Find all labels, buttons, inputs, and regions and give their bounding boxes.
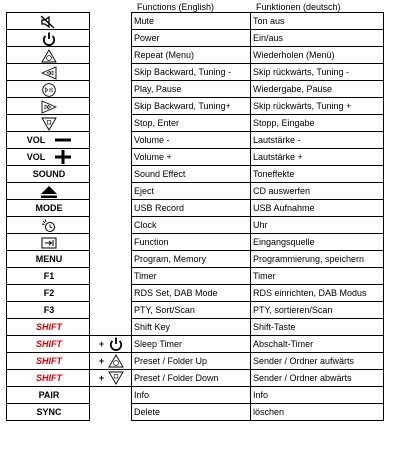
english-function: Skip Backward, Tuning - — [132, 64, 251, 81]
table-row — [7, 115, 384, 132]
english-function: Info — [132, 387, 251, 404]
english-function: PTY, Sort/Scan — [132, 302, 251, 319]
table-row — [7, 166, 384, 183]
table-row — [7, 268, 384, 285]
german-function: Wiederholen (Menü) — [251, 47, 384, 64]
combo-cell — [90, 336, 132, 353]
combo-plus: + — [98, 373, 105, 383]
table-row — [7, 285, 384, 302]
shift-key-label: SHIFT — [7, 319, 90, 336]
english-function: Sound Effect — [132, 166, 251, 183]
key-cell — [7, 132, 90, 149]
table-row — [7, 404, 384, 421]
key-cell — [7, 149, 90, 166]
english-function: Clock — [132, 217, 251, 234]
key-label: F3 — [7, 302, 90, 319]
key-cell — [7, 81, 90, 98]
key-label: PAIR — [7, 387, 90, 404]
table-row — [7, 98, 384, 115]
table-row — [7, 149, 384, 166]
key-label: F2 — [7, 285, 90, 302]
combo-plus: + — [98, 339, 105, 349]
shift-key-label: SHIFT — [7, 370, 90, 387]
key-cell — [7, 183, 90, 200]
german-function: Wiedergabe, Pause — [251, 81, 384, 98]
german-function: Uhr — [251, 217, 384, 234]
english-function: Delete — [132, 404, 251, 421]
table-row — [7, 30, 384, 47]
key-cell — [7, 98, 90, 115]
key-label: F1 — [7, 268, 90, 285]
table-row — [7, 234, 384, 251]
german-function: Programmierung, speichern — [251, 251, 384, 268]
german-function: Shift-Taste — [251, 319, 384, 336]
table-row — [7, 353, 384, 370]
table-row — [7, 13, 384, 30]
german-function: Skip rückwärts, Tuning - — [251, 64, 384, 81]
table-row — [7, 251, 384, 268]
table-row — [7, 183, 384, 200]
english-function: Power — [132, 30, 251, 47]
power-icon — [41, 32, 57, 46]
vol-key-label: VOL — [26, 152, 46, 162]
german-function: Lautstärke + — [251, 149, 384, 166]
english-function: Shift Key — [132, 319, 251, 336]
combo-plus: + — [98, 356, 105, 366]
english-function: RDS Set, DAB Mode — [132, 285, 251, 302]
stop-enter-icon — [41, 117, 57, 131]
key-label: SYNC — [7, 404, 90, 421]
power-icon — [108, 337, 124, 351]
key-label: MODE — [7, 200, 90, 217]
german-function: Stopp, Eingabe — [251, 115, 384, 132]
table-row — [7, 387, 384, 404]
german-function: CD auswerfen — [251, 183, 384, 200]
table-row — [7, 336, 384, 353]
table-row — [7, 302, 384, 319]
eject-icon — [40, 185, 58, 199]
english-function: Play, Pause — [132, 81, 251, 98]
clock-icon — [41, 219, 57, 233]
german-function: RDS einrichten, DAB Modus — [251, 285, 384, 302]
english-function: Stop, Enter — [132, 115, 251, 132]
table-row — [7, 319, 384, 336]
shift-key-label: SHIFT — [7, 336, 90, 353]
key-label: MENU — [7, 251, 90, 268]
preset-up-icon — [108, 354, 124, 368]
german-function: Ton aus — [251, 13, 384, 30]
german-function: Toneffekte — [251, 166, 384, 183]
english-function: Mute — [132, 13, 251, 30]
play-pause-icon — [41, 83, 57, 97]
repeat-menu-icon — [41, 49, 57, 63]
key-cell — [7, 234, 90, 251]
key-label: SOUND — [7, 166, 90, 183]
english-function: Timer — [132, 268, 251, 285]
combo-cell — [90, 353, 132, 370]
german-function: Info — [251, 387, 384, 404]
column-header-english: Functions (English) — [137, 2, 215, 12]
english-function: Skip Backward, Tuning+ — [132, 98, 251, 115]
english-function: Volume - — [132, 132, 251, 149]
table-row — [7, 217, 384, 234]
mute-icon — [39, 15, 59, 29]
german-function: löschen — [251, 404, 384, 421]
german-function: Lautstärke - — [251, 132, 384, 149]
key-cell — [7, 13, 90, 30]
key-cell — [7, 47, 90, 64]
english-function: Repeat (Menu) — [132, 47, 251, 64]
german-function: Eingangsquelle — [251, 234, 384, 251]
plus-icon — [55, 150, 71, 164]
english-function: Volume + — [132, 149, 251, 166]
skip-backward-icon — [41, 66, 57, 80]
function-table — [6, 12, 384, 421]
column-header-german: Funktionen (deutsch) — [256, 2, 341, 12]
table-row — [7, 132, 384, 149]
german-function: Sender / Ordner aufwärts — [251, 353, 384, 370]
key-cell — [7, 64, 90, 81]
input-source-icon — [41, 237, 57, 249]
table-row — [7, 200, 384, 217]
english-function: Function — [132, 234, 251, 251]
english-function: Eject — [132, 183, 251, 200]
table-row — [7, 47, 384, 64]
vol-key-label: VOL — [26, 135, 46, 145]
german-function: Ein/aus — [251, 30, 384, 47]
minus-icon — [55, 135, 71, 145]
table-row — [7, 64, 384, 81]
skip-forward-icon — [41, 100, 57, 114]
german-function: Sender / Ordner abwärts — [251, 370, 384, 387]
preset-down-icon — [108, 371, 124, 385]
english-function: Preset / Folder Down — [132, 370, 251, 387]
key-cell — [7, 217, 90, 234]
german-function: PTY, sortieren/Scan — [251, 302, 384, 319]
german-function: Timer — [251, 268, 384, 285]
key-cell — [7, 115, 90, 132]
german-function: Abschalt-Timer — [251, 336, 384, 353]
shift-key-label: SHIFT — [7, 353, 90, 370]
english-function: USB Record — [132, 200, 251, 217]
german-function: USB Aufnahme — [251, 200, 384, 217]
english-function: Sleep Timer — [132, 336, 251, 353]
german-function: Skip rückwärts, Tuning + — [251, 98, 384, 115]
table-row — [7, 81, 384, 98]
english-function: Program, Memory — [132, 251, 251, 268]
table-row — [7, 370, 384, 387]
english-function: Preset / Folder Up — [132, 353, 251, 370]
combo-cell — [90, 370, 132, 387]
key-cell — [7, 30, 90, 47]
